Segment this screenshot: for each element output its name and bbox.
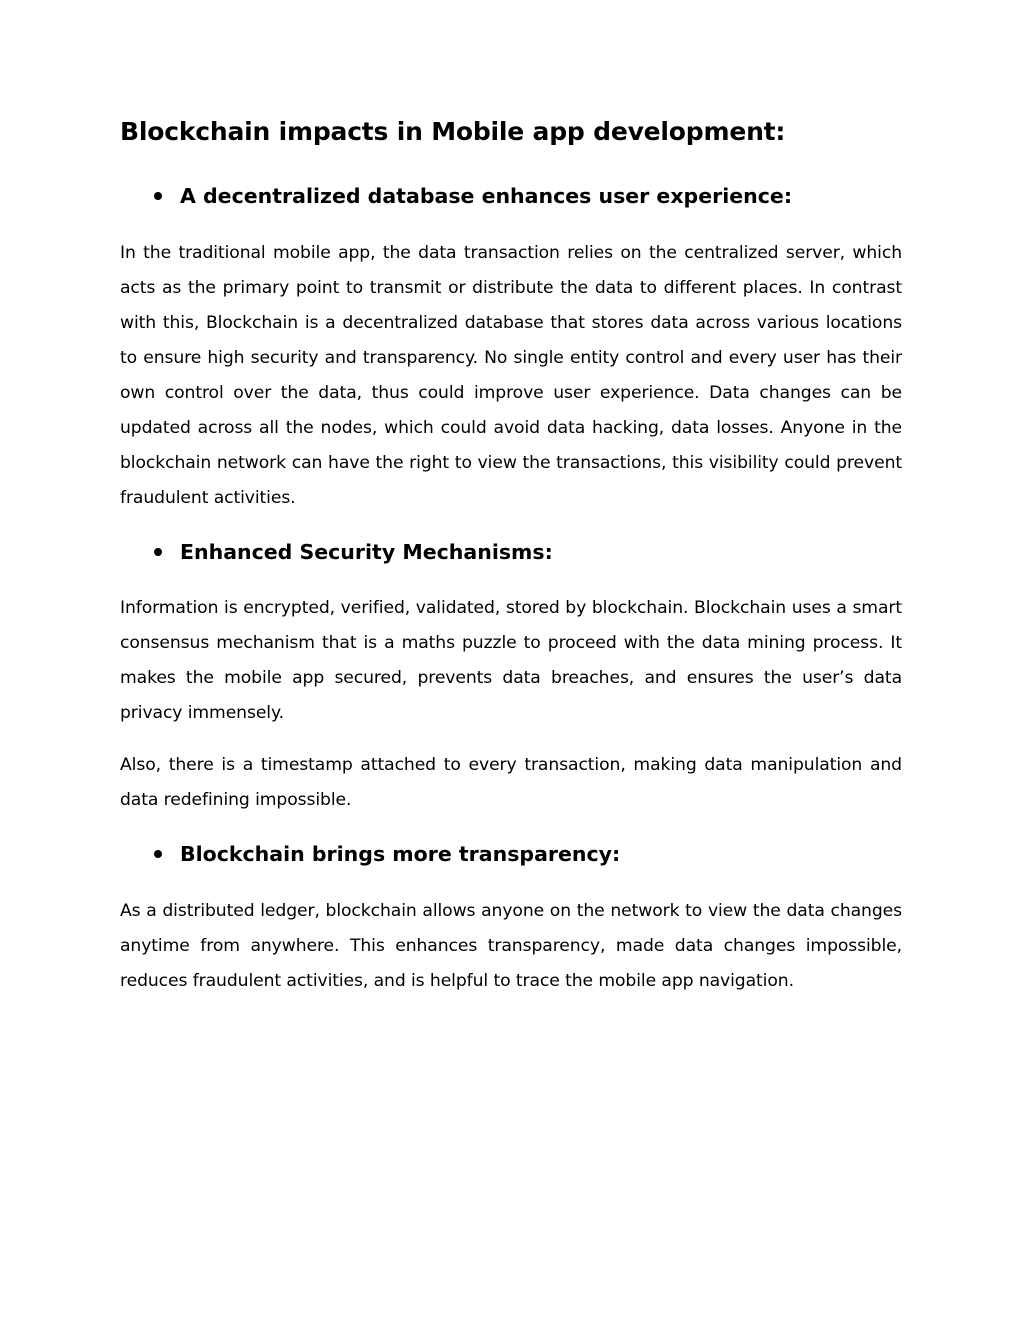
paragraph-timestamp: Also, there is a timestamp attached to every transaction, making data manipulation and data redefining impossible. [120,755,902,810]
section-heading-transparency [120,842,620,866]
section-heading-decentralized-database [120,184,792,208]
paragraph-security-mechanisms: Information is encrypted, verified, validated, stored by blockchain. Blockchain uses a smart consensus mechanism that is a maths puzzle to proceed with the data mining process. It makes the mobile app secured, prevents data breaches, and ensures the user’s data privacy immensely. [120,598,902,723]
paragraph-decentralized-database: In the traditional mobile app, the data transaction relies on the centralized server, which acts as the primary point to transmit or distribute the data to different places. In contrast with this, Blockchain is a decentralized database that stores data across various locations to ensure high security and transparency. No single entity control and every user has their own control over the data, thus could improve user experience. Data changes can be updated across all the nodes, which could avoid data hacking, data losses. Anyone in the blockchain network can have the right to view the transactions, this visibility could prevent fraudulent activities. [120,243,902,508]
bullet-icon [154,192,162,200]
section-heading-text: A decentralized database enhances user experience: [180,184,793,208]
bullet-icon [154,850,162,858]
section-heading-security-mechanisms [120,540,553,564]
document-title: Blockchain impacts in Mobile app development: [120,117,786,146]
bullet-icon [154,548,162,556]
section-heading-text: Blockchain brings more transparency: [180,842,621,866]
paragraph-transparency: As a distributed ledger, blockchain allows anyone on the network to view the data changes anytime from anywhere. This enhances transparency, made data changes impossible, reduces fraudulent activities, and is helpful to trace the mobile app navigation. [120,901,902,991]
section-heading-text: Enhanced Security Mechanisms: [180,540,553,564]
